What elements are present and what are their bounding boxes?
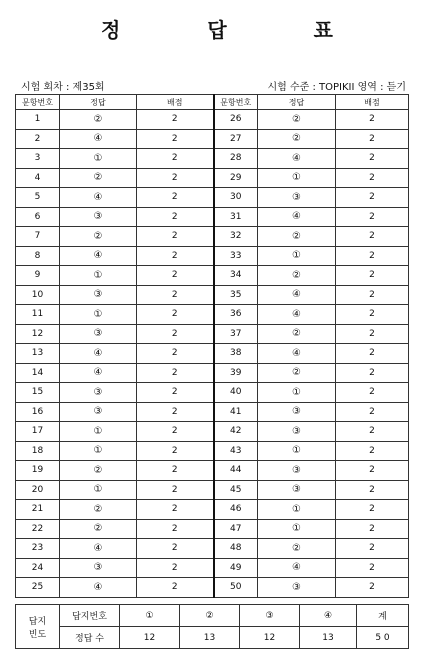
count-total: 5 0 <box>357 627 409 649</box>
question-number: 10 <box>16 285 60 305</box>
question-number: 33 <box>214 246 258 266</box>
answer: ① <box>258 168 336 188</box>
table-row <box>16 168 409 188</box>
score: 2 <box>137 227 214 247</box>
table-row <box>16 188 409 208</box>
score: 2 <box>137 246 214 266</box>
answer-frequency-table <box>15 604 409 649</box>
answer: ① <box>258 383 336 403</box>
header-answer: 정답 <box>258 95 336 110</box>
score: 2 <box>336 383 409 403</box>
count-choice-1: 12 <box>120 627 180 649</box>
table-row <box>16 129 409 149</box>
answer: ③ <box>258 578 336 598</box>
answer: ① <box>60 305 137 325</box>
score: 2 <box>137 500 214 520</box>
score: 2 <box>336 461 409 481</box>
table-row <box>16 285 409 305</box>
question-number: 29 <box>214 168 258 188</box>
score: 2 <box>137 480 214 500</box>
score: 2 <box>137 188 214 208</box>
question-number: 42 <box>214 422 258 442</box>
answer: ② <box>258 129 336 149</box>
question-number: 34 <box>214 266 258 286</box>
score: 2 <box>336 363 409 383</box>
score: 2 <box>137 402 214 422</box>
table-row <box>16 441 409 461</box>
table-row <box>16 227 409 247</box>
score: 2 <box>336 519 409 539</box>
answer: ④ <box>60 539 137 559</box>
score: 2 <box>336 402 409 422</box>
answer: ① <box>60 266 137 286</box>
question-number: 23 <box>16 539 60 559</box>
question-number: 36 <box>214 305 258 325</box>
answer: ① <box>258 519 336 539</box>
score: 2 <box>137 344 214 364</box>
table-row <box>16 363 409 383</box>
count-choice-4: 13 <box>300 627 357 649</box>
score: 2 <box>137 441 214 461</box>
header-score: 배점 <box>336 95 409 110</box>
table-row <box>16 383 409 403</box>
score: 2 <box>137 519 214 539</box>
score: 2 <box>336 168 409 188</box>
score: 2 <box>336 266 409 286</box>
exam-level: 시험 수준 : TOPIKII 영역 : 듣기 <box>267 82 406 93</box>
table-row <box>16 539 409 559</box>
answer: ② <box>60 461 137 481</box>
answer: ① <box>258 246 336 266</box>
score: 2 <box>137 168 214 188</box>
table-row <box>16 246 409 266</box>
answer-table-header <box>16 95 409 110</box>
score: 2 <box>336 422 409 442</box>
answer: ② <box>60 110 137 130</box>
question-number: 2 <box>16 129 60 149</box>
table-row <box>16 461 409 481</box>
answer: ② <box>60 168 137 188</box>
score: 2 <box>336 207 409 227</box>
answer: ① <box>60 441 137 461</box>
answer: ③ <box>60 402 137 422</box>
exam-round: 시험 회차 : 제35회 <box>21 82 105 93</box>
score: 2 <box>336 578 409 598</box>
question-number: 38 <box>214 344 258 364</box>
question-number: 5 <box>16 188 60 208</box>
question-number: 4 <box>16 168 60 188</box>
answer: ④ <box>60 246 137 266</box>
question-number: 6 <box>16 207 60 227</box>
question-number: 39 <box>214 363 258 383</box>
score: 2 <box>137 207 214 227</box>
question-number: 41 <box>214 402 258 422</box>
count-label: 정답 수 <box>60 627 120 649</box>
score: 2 <box>137 149 214 169</box>
header-question-no: 문항번호 <box>16 95 60 110</box>
answer: ④ <box>60 363 137 383</box>
question-number: 22 <box>16 519 60 539</box>
question-number: 37 <box>214 324 258 344</box>
question-number: 30 <box>214 188 258 208</box>
score: 2 <box>137 422 214 442</box>
answer: ③ <box>258 461 336 481</box>
answer: ① <box>258 500 336 520</box>
table-row <box>16 149 409 169</box>
header-question-no: 문항번호 <box>214 95 258 110</box>
table-row <box>16 422 409 442</box>
total-label: 계 <box>357 605 409 627</box>
table-row <box>16 519 409 539</box>
question-number: 46 <box>214 500 258 520</box>
score: 2 <box>137 129 214 149</box>
answer: ③ <box>258 480 336 500</box>
score: 2 <box>137 558 214 578</box>
score: 2 <box>336 246 409 266</box>
question-number: 50 <box>214 578 258 598</box>
question-number: 17 <box>16 422 60 442</box>
answer: ④ <box>258 344 336 364</box>
answer-table <box>15 94 409 598</box>
score: 2 <box>336 110 409 130</box>
answer: ④ <box>258 207 336 227</box>
header-score: 배점 <box>137 95 214 110</box>
question-number: 26 <box>214 110 258 130</box>
table-row <box>16 305 409 325</box>
header-answer: 정답 <box>60 95 137 110</box>
score: 2 <box>137 363 214 383</box>
question-number: 44 <box>214 461 258 481</box>
answer: ④ <box>60 188 137 208</box>
question-number: 16 <box>16 402 60 422</box>
question-number: 31 <box>214 207 258 227</box>
question-number: 3 <box>16 149 60 169</box>
table-row <box>16 558 409 578</box>
question-number: 25 <box>16 578 60 598</box>
answer: ③ <box>60 383 137 403</box>
question-number: 7 <box>16 227 60 247</box>
answer: ② <box>60 500 137 520</box>
question-number: 13 <box>16 344 60 364</box>
question-number: 47 <box>214 519 258 539</box>
question-number: 43 <box>214 441 258 461</box>
answer: ② <box>258 266 336 286</box>
question-number: 9 <box>16 266 60 286</box>
choice-1: ① <box>120 605 180 627</box>
choice-3: ③ <box>240 605 300 627</box>
answer-no-label: 답지번호 <box>60 605 120 627</box>
score: 2 <box>336 149 409 169</box>
answer: ④ <box>258 285 336 305</box>
score: 2 <box>336 344 409 364</box>
frequency-label: 답지 빈도 <box>16 605 60 649</box>
answer: ④ <box>60 129 137 149</box>
question-number: 27 <box>214 129 258 149</box>
question-number: 21 <box>16 500 60 520</box>
answer: ④ <box>258 149 336 169</box>
question-number: 45 <box>214 480 258 500</box>
question-number: 14 <box>16 363 60 383</box>
score: 2 <box>336 227 409 247</box>
question-number: 24 <box>16 558 60 578</box>
table-row <box>16 344 409 364</box>
answer: ② <box>258 324 336 344</box>
answer: ① <box>60 149 137 169</box>
score: 2 <box>336 324 409 344</box>
answer: ④ <box>258 558 336 578</box>
score: 2 <box>336 558 409 578</box>
question-number: 48 <box>214 539 258 559</box>
answer: ④ <box>258 305 336 325</box>
answer: ① <box>60 480 137 500</box>
count-choice-3: 12 <box>240 627 300 649</box>
answer: ③ <box>60 285 137 305</box>
table-row <box>16 324 409 344</box>
count-choice-2: 13 <box>180 627 240 649</box>
question-number: 18 <box>16 441 60 461</box>
score: 2 <box>336 285 409 305</box>
table-row <box>16 207 409 227</box>
question-number: 35 <box>214 285 258 305</box>
question-number: 28 <box>214 149 258 169</box>
answer: ③ <box>60 324 137 344</box>
score: 2 <box>336 305 409 325</box>
answer: ② <box>60 519 137 539</box>
score: 2 <box>336 539 409 559</box>
answer: ② <box>60 227 137 247</box>
question-number: 11 <box>16 305 60 325</box>
answer: ② <box>258 539 336 559</box>
answer: ① <box>60 422 137 442</box>
answer: ② <box>258 363 336 383</box>
score: 2 <box>336 500 409 520</box>
answer: ③ <box>258 402 336 422</box>
question-number: 40 <box>214 383 258 403</box>
question-number: 19 <box>16 461 60 481</box>
table-row <box>16 402 409 422</box>
answer: ③ <box>60 558 137 578</box>
page-title: 정 답 표 <box>101 18 373 42</box>
answer: ② <box>258 227 336 247</box>
question-number: 15 <box>16 383 60 403</box>
answer: ① <box>258 441 336 461</box>
score: 2 <box>137 266 214 286</box>
choice-4: ④ <box>300 605 357 627</box>
question-number: 20 <box>16 480 60 500</box>
score: 2 <box>336 480 409 500</box>
score: 2 <box>137 285 214 305</box>
table-row <box>16 110 409 130</box>
table-row <box>16 578 409 598</box>
score: 2 <box>137 539 214 559</box>
answer: ③ <box>60 207 137 227</box>
score: 2 <box>137 110 214 130</box>
table-row <box>16 480 409 500</box>
score: 2 <box>137 578 214 598</box>
score: 2 <box>137 305 214 325</box>
question-number: 49 <box>214 558 258 578</box>
question-number: 1 <box>16 110 60 130</box>
table-row <box>16 500 409 520</box>
question-number: 8 <box>16 246 60 266</box>
question-number: 12 <box>16 324 60 344</box>
answer: ③ <box>258 188 336 208</box>
score: 2 <box>336 188 409 208</box>
score: 2 <box>137 383 214 403</box>
choice-2: ② <box>180 605 240 627</box>
score: 2 <box>336 441 409 461</box>
question-number: 32 <box>214 227 258 247</box>
score: 2 <box>336 129 409 149</box>
answer: ④ <box>60 344 137 364</box>
answer: ③ <box>258 422 336 442</box>
table-row <box>16 266 409 286</box>
answer: ② <box>258 110 336 130</box>
score: 2 <box>137 324 214 344</box>
score: 2 <box>137 461 214 481</box>
answer: ④ <box>60 578 137 598</box>
